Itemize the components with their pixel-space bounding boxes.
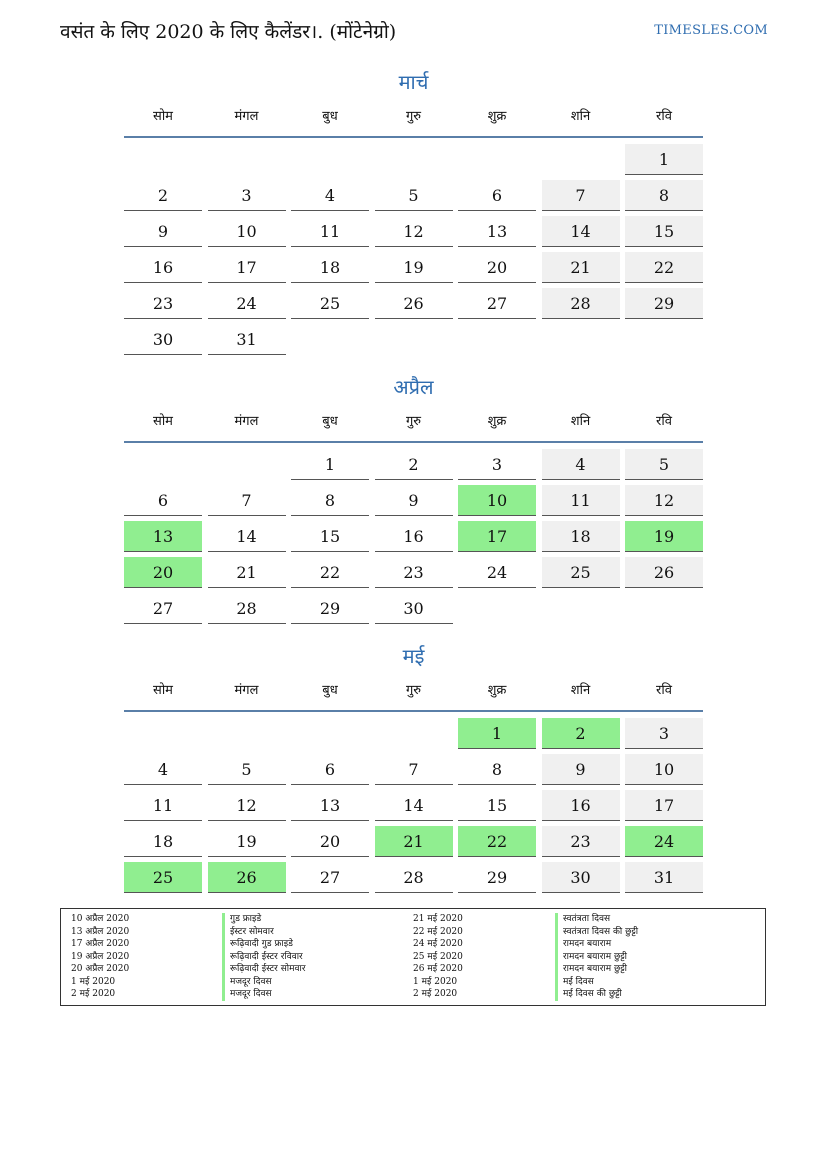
day-cell: 11 <box>291 216 369 247</box>
day-cell: 5 <box>625 449 703 480</box>
empty-day-cell <box>375 324 453 355</box>
day-cell: 24 <box>458 557 536 588</box>
day-cell: 15 <box>625 216 703 247</box>
empty-day-cell <box>124 449 202 480</box>
legend-date: 10 अप्रैल 2020 <box>71 914 130 924</box>
week-row <box>124 447 703 483</box>
day-cell: 13 <box>291 790 369 821</box>
week-row <box>124 250 703 286</box>
day-cell: 11 <box>124 790 202 821</box>
day-cell: 3 <box>625 718 703 749</box>
legend-holiday-name: रूढ़िवादी ईस्टर सोमवार <box>222 963 306 976</box>
day-cell: 14 <box>375 790 453 821</box>
day-cell: 21 <box>542 252 620 283</box>
day-cell: 23 <box>375 557 453 588</box>
day-cell: 22 <box>458 826 536 857</box>
weekday-label: गुरु <box>405 109 422 124</box>
day-cell: 5 <box>375 180 453 211</box>
day-cell: 6 <box>291 754 369 785</box>
empty-day-cell <box>208 144 286 175</box>
weekday-label: गुरु <box>405 683 422 698</box>
weekday-header <box>124 409 703 443</box>
legend-holiday-name: मजदूर दिवस <box>222 976 272 989</box>
day-cell: 31 <box>208 324 286 355</box>
day-cell: 30 <box>375 593 453 624</box>
day-cell: 7 <box>208 485 286 516</box>
legend-row <box>61 926 765 939</box>
day-cell: 19 <box>375 252 453 283</box>
weekday-label: शनि <box>570 414 591 429</box>
day-cell: 4 <box>542 449 620 480</box>
day-cell: 10 <box>208 216 286 247</box>
day-cell: 1 <box>291 449 369 480</box>
day-cell: 29 <box>458 862 536 893</box>
empty-day-cell <box>291 718 369 749</box>
day-cell: 29 <box>625 288 703 319</box>
legend-date: 1 मई 2020 <box>413 976 458 987</box>
week-row <box>124 591 703 627</box>
day-cell: 3 <box>458 449 536 480</box>
day-cell: 4 <box>291 180 369 211</box>
empty-day-cell <box>542 324 620 355</box>
empty-day-cell <box>625 593 703 624</box>
legend-date: 22 मई 2020 <box>413 926 463 937</box>
day-cell: 26 <box>375 288 453 319</box>
weekday-label: सोम <box>153 109 173 124</box>
legend-holiday-name: ईस्टर सोमवार <box>222 926 274 939</box>
legend-date: 26 मई 2020 <box>413 964 463 974</box>
week-row <box>124 483 703 519</box>
month-march <box>124 66 703 358</box>
weekday-label: शुक्र <box>487 683 507 698</box>
legend-holiday-name: स्वतंत्रता दिवस की छुट्टी <box>555 926 638 939</box>
day-cell: 22 <box>625 252 703 283</box>
week-row <box>124 824 703 860</box>
day-cell: 1 <box>458 718 536 749</box>
day-cell: 10 <box>625 754 703 785</box>
month-title: मार्च <box>398 70 429 94</box>
day-cell: 13 <box>458 216 536 247</box>
day-cell: 24 <box>208 288 286 319</box>
day-cell: 31 <box>625 862 703 893</box>
day-cell: 20 <box>124 557 202 588</box>
legend-date: 20 अप्रैल 2020 <box>71 964 130 974</box>
day-cell: 25 <box>291 288 369 319</box>
day-cell: 21 <box>208 557 286 588</box>
day-cell: 13 <box>124 521 202 552</box>
day-cell: 19 <box>625 521 703 552</box>
day-cell: 11 <box>542 485 620 516</box>
day-cell: 26 <box>625 557 703 588</box>
empty-day-cell <box>124 144 202 175</box>
legend-holiday-name: रामदन बयाराम छुट्टी <box>555 963 627 976</box>
site-link[interactable]: TIMESLES.COM <box>654 23 768 38</box>
day-cell: 22 <box>291 557 369 588</box>
day-cell: 7 <box>375 754 453 785</box>
day-cell: 25 <box>542 557 620 588</box>
day-cell: 16 <box>124 252 202 283</box>
week-row <box>124 322 703 358</box>
legend-holiday-name: मई दिवस <box>555 976 594 989</box>
day-cell: 19 <box>208 826 286 857</box>
empty-day-cell <box>291 324 369 355</box>
weekday-label: मंगल <box>234 109 259 124</box>
day-cell: 6 <box>124 485 202 516</box>
month-title: अप्रैल <box>393 375 434 399</box>
weekday-label: सोम <box>153 414 173 429</box>
day-cell: 12 <box>625 485 703 516</box>
weekday-label: बुध <box>322 109 338 124</box>
empty-day-cell <box>542 593 620 624</box>
day-cell: 23 <box>124 288 202 319</box>
empty-day-cell <box>625 324 703 355</box>
day-cell: 30 <box>542 862 620 893</box>
weekday-label: मंगल <box>234 683 259 698</box>
empty-day-cell <box>458 324 536 355</box>
day-cell: 17 <box>625 790 703 821</box>
day-cell: 30 <box>124 324 202 355</box>
week-row <box>124 519 703 555</box>
day-cell: 25 <box>124 862 202 893</box>
page-title: वसंत के लिए 2020 के लिए कैलेंडर।. (मोंटेनेग्रो) <box>60 21 397 43</box>
day-cell: 23 <box>542 826 620 857</box>
day-cell: 21 <box>375 826 453 857</box>
empty-day-cell <box>458 593 536 624</box>
day-cell: 24 <box>625 826 703 857</box>
day-cell: 28 <box>375 862 453 893</box>
day-cell: 28 <box>542 288 620 319</box>
month-may <box>124 640 703 896</box>
day-cell: 15 <box>458 790 536 821</box>
day-cell: 18 <box>542 521 620 552</box>
week-row <box>124 178 703 214</box>
day-cell: 16 <box>542 790 620 821</box>
week-row <box>124 214 703 250</box>
empty-day-cell <box>124 718 202 749</box>
weekday-label: शनि <box>570 109 591 124</box>
weekday-header <box>124 678 703 712</box>
day-cell: 6 <box>458 180 536 211</box>
day-cell: 9 <box>124 216 202 247</box>
weekday-label: शुक्र <box>487 109 507 124</box>
legend-holiday-name: मई दिवस की छुट्टी <box>555 988 622 1001</box>
day-cell: 28 <box>208 593 286 624</box>
legend-holiday-name: रूढ़िवादी गुड फ्राइडे <box>222 938 293 951</box>
day-cell: 14 <box>208 521 286 552</box>
legend-row <box>61 988 765 1001</box>
day-cell: 8 <box>291 485 369 516</box>
day-cell: 17 <box>458 521 536 552</box>
day-cell: 14 <box>542 216 620 247</box>
week-row <box>124 716 703 752</box>
legend-row <box>61 951 765 964</box>
legend-holiday-name: गुड फ्राइडे <box>222 913 261 926</box>
legend-date: 21 मई 2020 <box>413 914 463 924</box>
legend-holiday-name: मजदूर दिवस <box>222 988 272 1001</box>
weekday-label: बुध <box>322 414 338 429</box>
empty-day-cell <box>375 718 453 749</box>
weekday-label: गुरु <box>405 414 422 429</box>
legend-holiday-name: रामदन बयाराम <box>555 938 611 951</box>
legend-date: 13 अप्रैल 2020 <box>71 926 130 937</box>
week-row <box>124 752 703 788</box>
weekday-label: सोम <box>153 683 173 698</box>
weekday-header <box>124 104 703 138</box>
day-cell: 3 <box>208 180 286 211</box>
legend-holiday-name: रामदन बयाराम छुट्टी <box>555 951 627 964</box>
day-cell: 7 <box>542 180 620 211</box>
day-cell: 9 <box>375 485 453 516</box>
legend-row <box>61 963 765 976</box>
day-cell: 12 <box>375 216 453 247</box>
legend-date: 1 मई 2020 <box>71 976 116 987</box>
week-row <box>124 788 703 824</box>
day-cell: 2 <box>375 449 453 480</box>
weekday-label: रवि <box>656 109 672 124</box>
day-cell: 27 <box>124 593 202 624</box>
week-row <box>124 860 703 896</box>
empty-day-cell <box>291 144 369 175</box>
weekday-label: शनि <box>570 683 591 698</box>
day-cell: 9 <box>542 754 620 785</box>
empty-day-cell <box>208 718 286 749</box>
legend-date: 2 मई 2020 <box>71 989 116 999</box>
holiday-legend <box>60 908 766 1006</box>
day-cell: 29 <box>291 593 369 624</box>
day-cell: 2 <box>124 180 202 211</box>
day-cell: 20 <box>291 826 369 857</box>
day-cell: 27 <box>291 862 369 893</box>
weekday-label: रवि <box>656 683 672 698</box>
legend-date: 2 मई 2020 <box>413 989 458 999</box>
legend-row <box>61 938 765 951</box>
day-cell: 15 <box>291 521 369 552</box>
legend-holiday-name: स्वतंत्रता दिवस <box>555 913 610 926</box>
day-cell: 1 <box>625 144 703 175</box>
day-cell: 10 <box>458 485 536 516</box>
legend-holiday-name: रूढ़िवादी ईस्टर रविवार <box>222 951 303 964</box>
day-cell: 2 <box>542 718 620 749</box>
month-april <box>124 371 703 627</box>
day-cell: 18 <box>124 826 202 857</box>
legend-date: 19 अप्रैल 2020 <box>71 951 130 962</box>
day-cell: 26 <box>208 862 286 893</box>
calendar-grid <box>124 447 703 627</box>
day-cell: 8 <box>625 180 703 211</box>
legend-date: 24 मई 2020 <box>413 939 463 949</box>
day-cell: 27 <box>458 288 536 319</box>
empty-day-cell <box>458 144 536 175</box>
day-cell: 4 <box>124 754 202 785</box>
empty-day-cell <box>542 144 620 175</box>
calendar-grid <box>124 716 703 896</box>
month-title: मई <box>402 644 425 668</box>
day-cell: 8 <box>458 754 536 785</box>
legend-date: 17 अप्रैल 2020 <box>71 939 130 949</box>
calendar-grid <box>124 142 703 358</box>
day-cell: 5 <box>208 754 286 785</box>
day-cell: 20 <box>458 252 536 283</box>
day-cell: 18 <box>291 252 369 283</box>
day-cell: 17 <box>208 252 286 283</box>
legend-date: 25 मई 2020 <box>413 951 463 962</box>
legend-row <box>61 976 765 989</box>
week-row <box>124 142 703 178</box>
weekday-label: शुक्र <box>487 414 507 429</box>
weekday-label: बुध <box>322 683 338 698</box>
week-row <box>124 555 703 591</box>
week-row <box>124 286 703 322</box>
day-cell: 12 <box>208 790 286 821</box>
day-cell: 16 <box>375 521 453 552</box>
weekday-label: मंगल <box>234 414 259 429</box>
weekday-label: रवि <box>656 414 672 429</box>
empty-day-cell <box>208 449 286 480</box>
empty-day-cell <box>375 144 453 175</box>
legend-row <box>61 913 765 926</box>
